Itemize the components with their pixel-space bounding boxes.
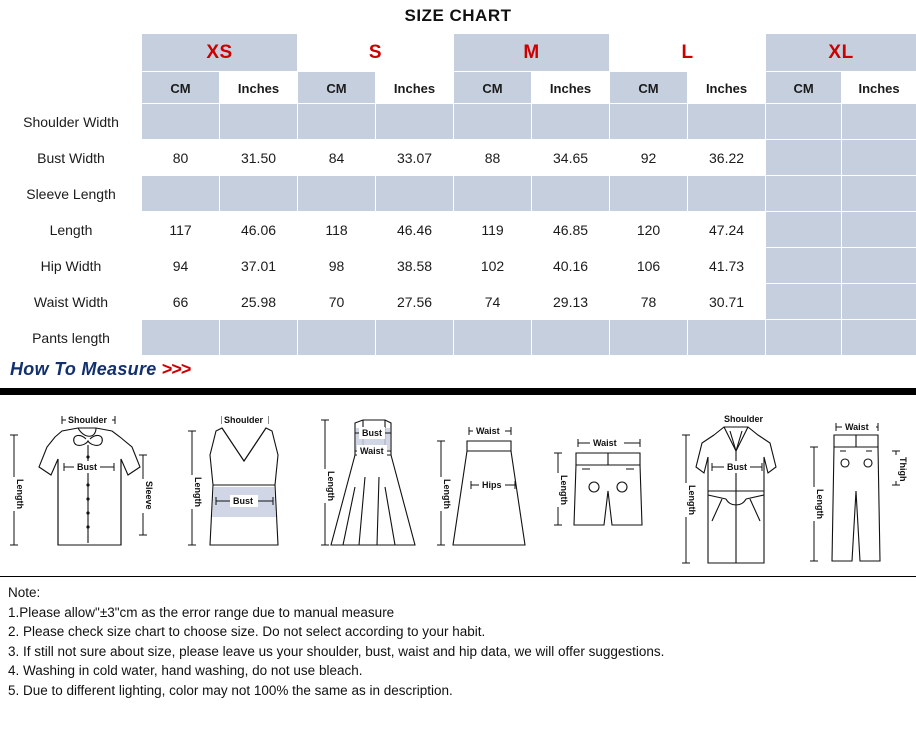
figure-skirt: [427, 395, 542, 577]
cell: 88: [454, 140, 532, 176]
cell: 47.24: [688, 212, 766, 248]
unit-l-cm: CM: [610, 72, 688, 104]
measure-figures: [0, 395, 916, 577]
cell: 29.13: [532, 284, 610, 320]
figure-label: Length: [193, 477, 203, 507]
cell: [376, 320, 454, 356]
size-header-s: S: [298, 34, 454, 72]
figure-label: Length: [687, 485, 697, 515]
figure-label: Length: [442, 479, 452, 509]
cell: [766, 212, 842, 248]
cell: [298, 104, 376, 140]
cell: [142, 104, 220, 140]
note-line: 5. Due to different lighting, color may not 100% the same as in description.: [8, 682, 453, 698]
size-header-l: L: [610, 34, 766, 72]
cell: 37.01: [220, 248, 298, 284]
cell: [220, 176, 298, 212]
cell: [766, 140, 842, 176]
cell: 31.50: [220, 140, 298, 176]
figure-long-coat: [672, 395, 800, 577]
figure-label: Bust: [77, 462, 97, 472]
row-label: Length: [1, 212, 142, 248]
cell: 66: [142, 284, 220, 320]
cell: 46.06: [220, 212, 298, 248]
cell: [454, 104, 532, 140]
figure-label: Length: [815, 489, 825, 519]
cell: 33.07: [376, 140, 454, 176]
cell: [376, 176, 454, 212]
cell: 46.46: [376, 212, 454, 248]
table-row: [1, 284, 916, 320]
cell: [842, 140, 916, 176]
figure-tank-top: [178, 395, 311, 577]
cell: [298, 320, 376, 356]
figure-label: Length: [326, 471, 336, 501]
cell: 40.16: [532, 248, 610, 284]
cell: [688, 104, 766, 140]
cell: [842, 320, 916, 356]
cell: [766, 248, 842, 284]
cell: 92: [610, 140, 688, 176]
unit-xs-cm: CM: [142, 72, 220, 104]
figure-label: Hips: [482, 480, 502, 490]
unit-s-cm: CM: [298, 72, 376, 104]
table-row: [1, 248, 916, 284]
table-size-header-row: [1, 34, 916, 72]
cell: [842, 212, 916, 248]
size-header-m: M: [454, 34, 610, 72]
cell: 118: [298, 212, 376, 248]
figure-label: Shoulder: [224, 415, 264, 425]
figure-label: Bust: [727, 462, 747, 472]
cell: [842, 248, 916, 284]
cell: [842, 104, 916, 140]
cell: [766, 284, 842, 320]
size-chart-table: [0, 33, 916, 356]
figure-label: Thigh: [898, 457, 908, 482]
cell: [298, 176, 376, 212]
row-label: Waist Width: [1, 284, 142, 320]
figure-label: Length: [15, 479, 25, 509]
figure-label: Length: [559, 475, 569, 505]
cell: 25.98: [220, 284, 298, 320]
cell: [532, 176, 610, 212]
cell: 27.56: [376, 284, 454, 320]
page-title: SIZE CHART: [404, 6, 512, 25]
figure-label: Waist: [593, 438, 617, 448]
note-line: 3. If still not sure about size, please leave us your shoulder, bust, waist and hip data, we will offer suggestions.: [8, 643, 665, 659]
unit-corner-cell: [1, 72, 142, 104]
size-header-xs: XS: [142, 34, 298, 72]
how-to-measure-title: [10, 359, 190, 380]
cell: [220, 104, 298, 140]
cell: 102: [454, 248, 532, 284]
figure-flare-dress: [311, 395, 427, 577]
cell: [610, 104, 688, 140]
cell: [610, 176, 688, 212]
table-row: [1, 212, 916, 248]
cell: [532, 104, 610, 140]
cell: [688, 176, 766, 212]
cell: 41.73: [688, 248, 766, 284]
cell: [454, 176, 532, 212]
how-to-measure-header: [0, 358, 916, 388]
row-label: Shoulder Width: [1, 104, 142, 140]
cell: 74: [454, 284, 532, 320]
cell: [142, 320, 220, 356]
cell: [766, 176, 842, 212]
figure-label: Sleeve: [144, 481, 154, 510]
cell: 70: [298, 284, 376, 320]
note-line: 1.Please allow"±3"cm as the error range due to manual measure: [8, 604, 395, 620]
unit-s-inches: Inches: [376, 72, 454, 104]
figure-label: Bust: [233, 496, 253, 506]
unit-l-inches: Inches: [688, 72, 766, 104]
figure-pants: [800, 395, 916, 577]
table-row: [1, 104, 916, 140]
cell: 120: [610, 212, 688, 248]
unit-m-inches: Inches: [532, 72, 610, 104]
cell: [532, 320, 610, 356]
cell: 34.65: [532, 140, 610, 176]
cell: 94: [142, 248, 220, 284]
figure-label: Shoulder: [724, 414, 764, 424]
unit-m-cm: CM: [454, 72, 532, 104]
unit-xl-cm: CM: [766, 72, 842, 104]
unit-xl-inches: Inches: [842, 72, 916, 104]
cell: 119: [454, 212, 532, 248]
table-row: [1, 176, 916, 212]
cell: 117: [142, 212, 220, 248]
note-line: 4. Washing in cold water, hand washing, do not use bleach.: [8, 663, 363, 678]
figure-shorts: [542, 395, 672, 577]
cell: 106: [610, 248, 688, 284]
cell: [610, 320, 688, 356]
cell: 30.71: [688, 284, 766, 320]
divider-bar: [0, 388, 916, 395]
row-label: Bust Width: [1, 140, 142, 176]
notes-heading: Note:: [8, 585, 41, 600]
cell: [842, 284, 916, 320]
table-unit-header-row: [1, 72, 916, 104]
figure-label: Waist: [476, 426, 500, 436]
size-header-xl: XL: [766, 34, 916, 72]
row-label: Sleeve Length: [1, 176, 142, 212]
cell: 84: [298, 140, 376, 176]
cell: 98: [298, 248, 376, 284]
note-line: 2. Please check size chart to choose size. Do not select according to your habit.: [8, 624, 486, 639]
arrows-icon: >>>: [161, 359, 191, 379]
cell: 38.58: [376, 248, 454, 284]
cell: 36.22: [688, 140, 766, 176]
cell: [220, 320, 298, 356]
table-row: [1, 320, 916, 356]
cell: [688, 320, 766, 356]
how-to-measure-label: How To Measure: [10, 359, 157, 379]
cell: [842, 176, 916, 212]
figure-blouse: [0, 395, 178, 577]
notes-section: [0, 577, 916, 700]
figure-label: Bust: [362, 428, 382, 438]
cell: 80: [142, 140, 220, 176]
row-label: Hip Width: [1, 248, 142, 284]
figure-label: Waist: [845, 422, 869, 432]
corner-cell: [1, 34, 142, 72]
cell: [766, 320, 842, 356]
cell: 46.85: [532, 212, 610, 248]
cell: 78: [610, 284, 688, 320]
cell: [454, 320, 532, 356]
figure-label: Shoulder: [68, 415, 108, 425]
cell: [766, 104, 842, 140]
table-row: [1, 140, 916, 176]
unit-xs-inches: Inches: [220, 72, 298, 104]
cell: [142, 176, 220, 212]
cell: [376, 104, 454, 140]
row-label: Pants length: [1, 320, 142, 356]
figure-label: Waist: [360, 446, 384, 456]
